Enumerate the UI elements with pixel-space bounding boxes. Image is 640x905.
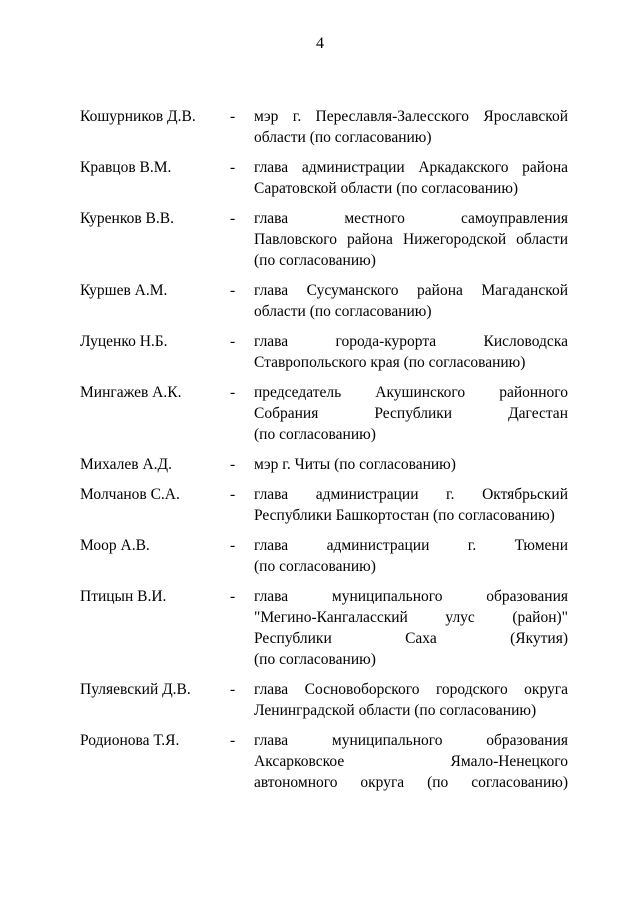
list-item [80, 679, 568, 721]
position-line: (по согласованию) [254, 252, 376, 269]
position-line: глава Сосновоборского городского округа [254, 681, 568, 698]
position-line: глава администрации г. Тюмени [254, 537, 568, 554]
page-number: 4 [316, 35, 324, 52]
position-line: Республики Башкортостан (по согласованию) [254, 507, 555, 524]
member-name: Птицын В.И. [80, 588, 167, 605]
member-position [254, 535, 568, 577]
member-position [254, 280, 568, 322]
position-line: глава администрации г. Октябрьский [254, 486, 568, 503]
member-position [254, 106, 568, 148]
position-line: председатель Акушинского районного [254, 384, 568, 401]
member-name: Куренков В.В. [80, 210, 174, 227]
dash-separator: - [230, 159, 236, 176]
dash-separator: - [230, 384, 236, 401]
position-line: Аксарковское Ямало-Ненецкого [254, 753, 568, 770]
position-line: автономного округа (по согласованию) [254, 774, 568, 791]
position-line: Ленинградской области (по согласованию) [254, 702, 537, 719]
position-line: (по согласованию) [254, 426, 376, 443]
list-item [80, 157, 568, 199]
member-name: Кошурников Д.В. [80, 108, 196, 125]
member-name: Пуляевский Д.В. [80, 681, 191, 698]
member-position [254, 586, 568, 670]
position-line: глава Сусуманского района Магаданской [254, 282, 568, 299]
member-name: Куршев А.М. [80, 282, 168, 299]
position-line: (по согласованию) [254, 651, 376, 668]
member-name: Мингажев А.К. [80, 384, 182, 401]
list-item [80, 535, 568, 577]
position-line: (по согласованию) [254, 558, 376, 575]
list-item [80, 280, 568, 322]
member-name: Михалев А.Д. [80, 456, 172, 473]
dash-separator: - [230, 108, 236, 125]
position-line: глава муниципального образования [254, 732, 568, 749]
position-line: глава местного самоуправления [254, 210, 568, 227]
list-item [80, 331, 568, 373]
list-item [80, 484, 568, 526]
list-item [80, 730, 568, 793]
list-item [80, 106, 568, 148]
position-line: "Мегино-Кангаласский улус (район)" [254, 609, 568, 626]
member-position [254, 679, 568, 721]
list-item [80, 382, 568, 445]
member-list [80, 106, 568, 793]
dash-separator: - [230, 333, 236, 350]
position-line: Республики Саха (Якутия) [254, 630, 568, 647]
dash-separator: - [230, 537, 236, 554]
position-line: области (по согласованию) [254, 303, 432, 320]
member-name: Кравцов В.М. [80, 159, 172, 176]
position-line: мэр г. Переславля-Залесского Ярославской [254, 108, 568, 125]
list-item [80, 208, 568, 271]
list-item [80, 454, 568, 475]
position-line: Ставропольского края (по согласованию) [254, 354, 526, 371]
member-name: Луценко Н.Б. [80, 333, 168, 350]
member-position [254, 208, 568, 271]
dash-separator: - [230, 588, 236, 605]
member-position [254, 157, 568, 199]
position-line: глава города-курорта Кисловодска [254, 333, 568, 350]
position-line: области (по согласованию) [254, 129, 432, 146]
member-position [254, 730, 568, 793]
member-name: Молчанов С.А. [80, 486, 180, 503]
dash-separator: - [230, 456, 236, 473]
member-position [254, 382, 568, 445]
position-line: глава муниципального образования [254, 588, 568, 605]
dash-separator: - [230, 282, 236, 299]
dash-separator: - [230, 681, 236, 698]
member-position [254, 484, 568, 526]
position-line: Павловского района Нижегородской области [254, 231, 568, 248]
member-position [254, 331, 568, 373]
position-line: Собрания Республики Дагестан [254, 405, 568, 422]
position-line: глава администрации Аркадакского района [254, 159, 568, 176]
position-line: Саратовской области (по согласованию) [254, 180, 519, 197]
member-position [254, 454, 568, 475]
position-line: мэр г. Читы (по согласованию) [254, 456, 456, 473]
dash-separator: - [230, 732, 236, 749]
list-item [80, 586, 568, 670]
member-name: Моор А.В. [80, 537, 150, 554]
dash-separator: - [230, 486, 236, 503]
member-name: Родионова Т.Я. [80, 732, 180, 749]
dash-separator: - [230, 210, 236, 227]
